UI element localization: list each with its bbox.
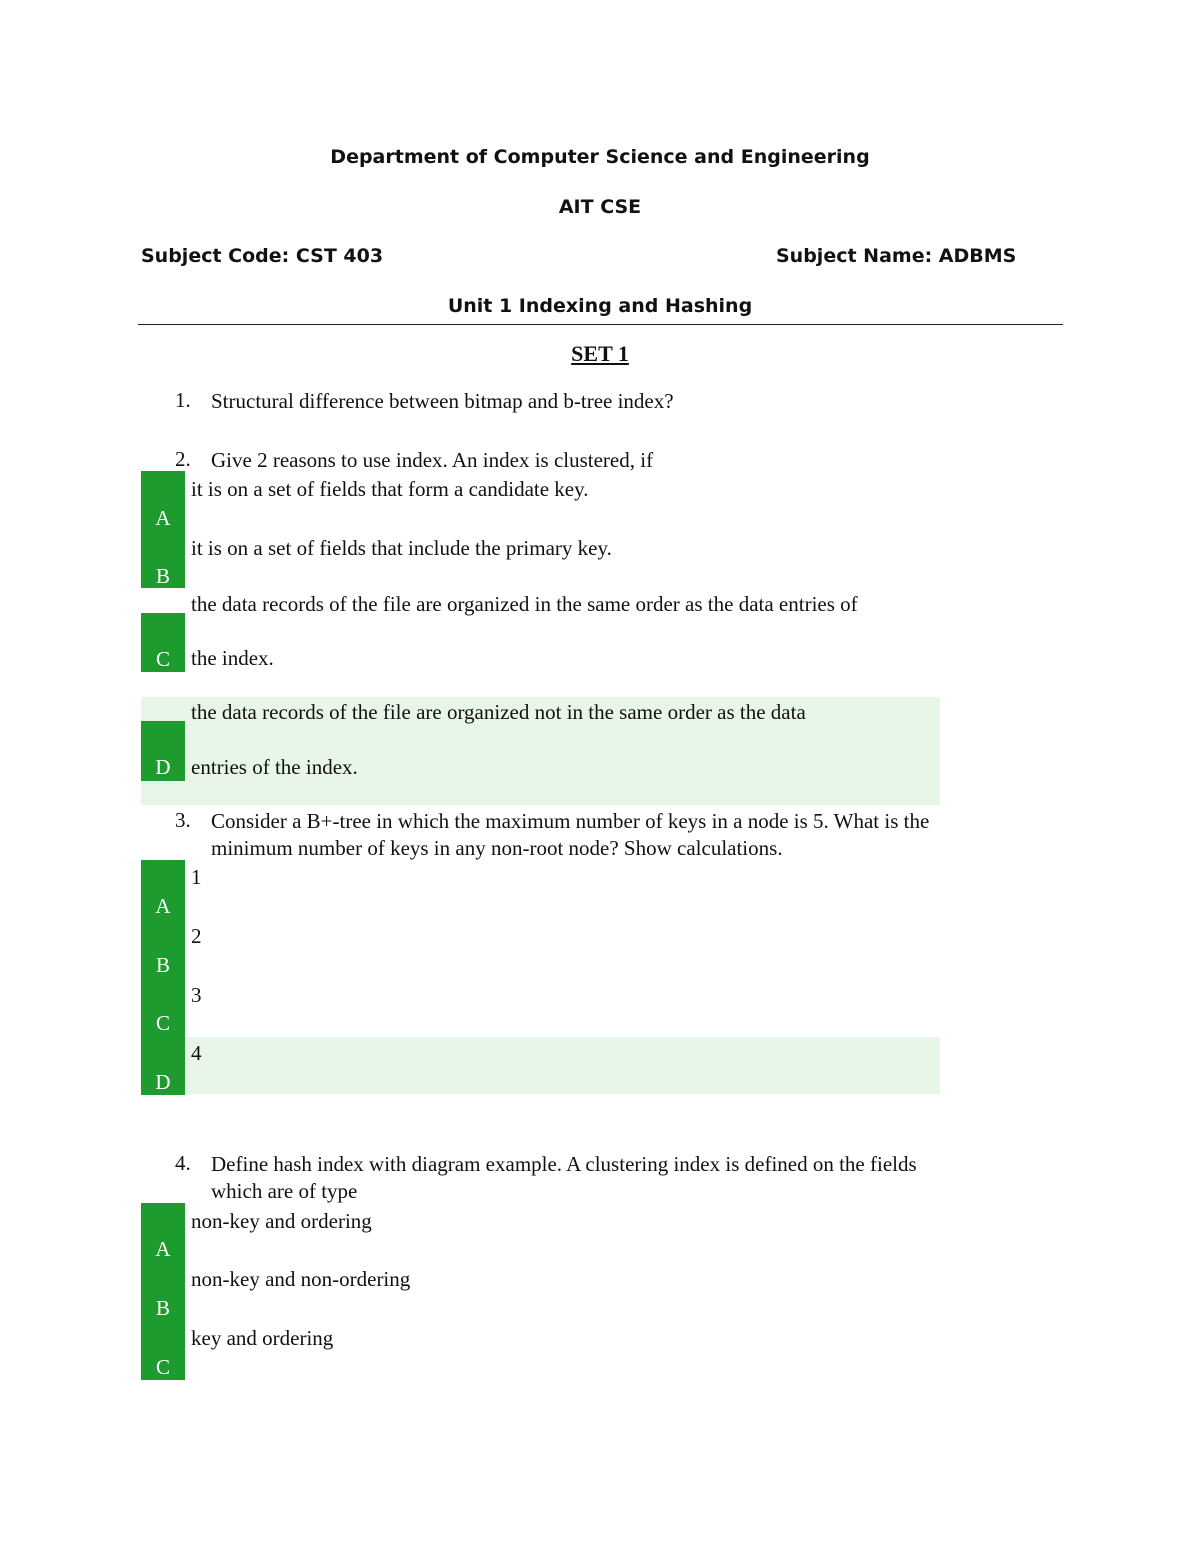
option-text[interactable]: it is on a set of fields that form a candidate key. bbox=[191, 477, 589, 501]
option-text-line1[interactable]: the data records of the file are organized in the same order as the data entries of bbox=[191, 592, 858, 616]
option-text[interactable]: 2 bbox=[191, 924, 202, 948]
question-2-text: Give 2 reasons to use index. An index is clustered, if bbox=[211, 448, 654, 472]
answer-highlight bbox=[185, 1037, 940, 1094]
question-3-line1: Consider a B+-tree in which the maximum number of keys in a node is 5. What is the bbox=[211, 809, 930, 833]
question-2-number: 2. bbox=[175, 447, 191, 471]
option-text-line2[interactable]: the index. bbox=[191, 646, 274, 670]
question-3-number: 3. bbox=[175, 808, 191, 832]
option-letter: C bbox=[155, 1355, 170, 1379]
option-letter: B bbox=[155, 564, 170, 588]
question-1-text: Structural difference between bitmap and b-tree index? bbox=[211, 389, 674, 413]
highlight-edge bbox=[141, 781, 185, 805]
option-text-line2[interactable]: entries of the index. bbox=[191, 755, 358, 779]
option-text[interactable]: non-key and non-ordering bbox=[191, 1267, 411, 1291]
option-text[interactable]: key and ordering bbox=[191, 1326, 334, 1350]
option-letter: D bbox=[155, 755, 171, 779]
department-title: Department of Computer Science and Engineering bbox=[330, 146, 870, 168]
option-text[interactable]: 3 bbox=[191, 983, 202, 1007]
highlight-edge bbox=[141, 697, 185, 721]
set-title: SET 1 bbox=[571, 341, 629, 366]
option-letter: B bbox=[155, 953, 170, 977]
option-text-line1[interactable]: the data records of the file are organized not in the same order as the data bbox=[191, 700, 806, 724]
option-letter: A bbox=[155, 894, 171, 918]
option-letter: B bbox=[155, 1296, 170, 1320]
option-text[interactable]: 1 bbox=[191, 865, 202, 889]
option-letter: A bbox=[155, 1237, 171, 1261]
options-bar-q4 bbox=[141, 1203, 185, 1380]
option-text[interactable]: non-key and ordering bbox=[191, 1209, 372, 1233]
subject-name: Subject Name: ADBMS bbox=[776, 245, 1017, 267]
question-4-line1: Define hash index with diagram example. A clustering index is defined on the fields bbox=[211, 1152, 917, 1176]
header-divider bbox=[138, 324, 1063, 325]
option-letter: A bbox=[155, 506, 171, 530]
question-4-line2: which are of type bbox=[211, 1179, 358, 1203]
question-1-number: 1. bbox=[175, 388, 191, 412]
option-letter: C bbox=[155, 647, 170, 671]
option-text[interactable]: it is on a set of fields that include the primary key. bbox=[191, 536, 612, 560]
option-letter: D bbox=[155, 1070, 171, 1094]
unit-title: Unit 1 Indexing and Hashing bbox=[447, 295, 753, 317]
institute-title: AIT CSE bbox=[558, 196, 642, 218]
option-text[interactable]: 4 bbox=[191, 1041, 202, 1065]
subject-code: Subject Code: CST 403 bbox=[141, 245, 384, 267]
option-letter: C bbox=[155, 1011, 170, 1035]
question-4-number: 4. bbox=[175, 1151, 191, 1175]
question-3-line2: minimum number of keys in any non-root node? Show calculations. bbox=[211, 836, 783, 860]
